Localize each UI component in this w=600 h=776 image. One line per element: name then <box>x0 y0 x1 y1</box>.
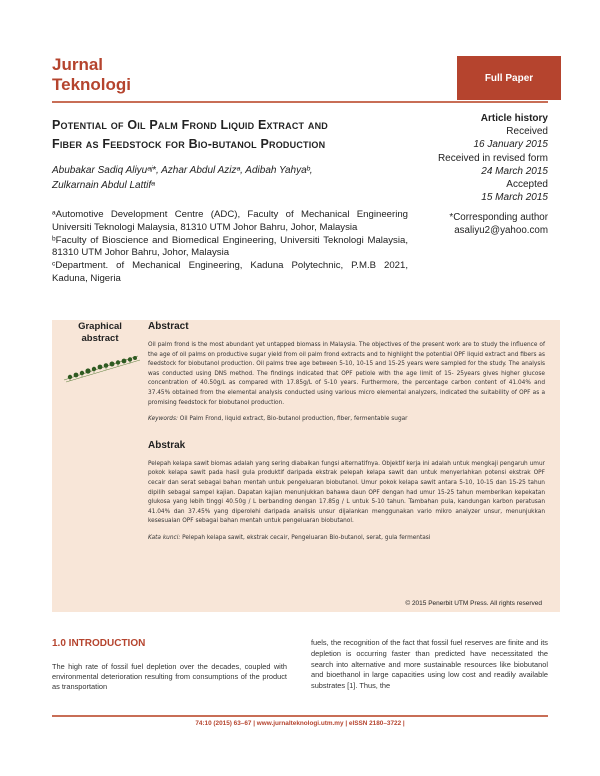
affiliation-a: ᵃAutomotive Development Centre (ADC), Faculty of Mechanical Engineering Universiti Teknologi Malaysia, 81310 UTM Johor Bahru, Johor, Malaysia <box>52 209 408 233</box>
affiliation-c: ᶜDepartment. of Mechanical Engineering, Kaduna Polytechnic, P.M.B 2021, Kaduna, Nigeria <box>52 260 408 284</box>
article-history <box>398 112 548 204</box>
affiliation-b: ᵇFaculty of Bioscience and Biomedical Engineering, Universiti Teknologi Malaysia, 81310 UTM Johor Bahru, Johor, Malaysia <box>52 234 408 259</box>
kata-kunci-list: Pelepah kelapa sawit, ekstrak cecair, Pengeluaran Bio-butanol, serat, gula fermentasi <box>182 534 431 541</box>
journal-title-line1: Jurnal <box>52 55 104 74</box>
introduction-heading: 1.0 INTRODUCTION <box>52 638 146 649</box>
revised-date: 24 March 2015 <box>481 165 548 177</box>
abstract-heading: Abstract <box>148 321 189 332</box>
abstract-column <box>148 321 545 544</box>
header-divider <box>52 101 548 103</box>
journal-title-line2: Teknologi <box>52 75 132 94</box>
introduction-left-column: The high rate of fossil fuel depletion over the decades, coupled with environmental deterioration resulting from consumptions of the product as transportation <box>52 662 287 692</box>
graphical-abstract-label <box>60 321 140 345</box>
accepted-label: Accepted <box>506 179 548 191</box>
kata-kunci-label: Kata kunci: <box>148 534 181 541</box>
paper-title-line2: Fiber as Feedstock for Bio-butanol Production <box>52 137 326 151</box>
abstrak-heading: Abstrak <box>148 439 186 451</box>
abstract-text: Oil palm frond is the most abundant yet untapped biomass in Malaysia. The objectives of the present work are to study the influence of the age of oil palms on productive sugar yield from oil palm frond extracts and to highlight the potential OPF liquid extract and fibers as feedstock for biobutanol production. Oil palms tree age between 5-10, 10-15 and 15-25 years were sampled for the study. The analysis was conducted using DNS method. The findings indicated that OPF petiole with the age limit of 15- 25years gives higher glucose concentration of 40.50g/L as compared with 17.85g/L of 5-10 years. Furthermore, the percentage carbon content of 41.04% and 37.45% obtained from the elemental analysis conducted using various micro elemental analyzers, indicated the suitability of OPF as a promising feedstock for biobutanol production. <box>148 342 545 406</box>
abstrak-keywords <box>148 534 545 544</box>
journal-title <box>52 55 232 95</box>
received-date: 16 January 2015 <box>473 139 548 151</box>
paper-title-line1: Potential of Oil Palm Frond Liquid Extract and <box>52 118 328 132</box>
corresponding-email: asaliyu2@yahoo.com <box>454 225 548 236</box>
received-label: Received <box>506 126 548 138</box>
accepted-date: 15 March 2015 <box>481 192 548 204</box>
palm-plantation-icon <box>64 356 140 382</box>
paper-type-badge: Full Paper <box>457 56 561 100</box>
keywords-label: Keywords: <box>148 416 178 423</box>
graphical-abstract-label-line1: Graphical <box>78 321 122 332</box>
abstract-keywords <box>148 415 545 425</box>
copyright-notice: © 2015 Penerbit UTM Press. All rights reserved <box>405 600 542 607</box>
page-footer: 74:10 (2015) 63–67 | www.jurnalteknologi.utm.my | eISSN 2180–3722 | <box>195 720 405 727</box>
affiliations <box>52 209 408 286</box>
article-history-heading: Article history <box>480 113 548 124</box>
corresponding-label: *Corresponding author <box>449 212 548 223</box>
paper-title <box>52 116 408 154</box>
keywords-list: Oil Palm Frond, liquid extract, Bio-butanol production, fiber, fermentable sugar <box>179 416 408 423</box>
author-line2: Zulkarnain Abdul Lattifᵃ <box>52 180 155 191</box>
revised-label: Received in revised form <box>437 152 548 164</box>
abstrak-text: Pelepah kelapa sawit biomas adalah yang sering diabaikan fungsi alternatifnya. Objektif kerja ini adalah untuk mengkaji pengaruh umur pokok kelapa sawit pada hasil gula produktif daripada ekstrak pelepah kelapa sawit dan untuk menyerlahkan potensi ekstrak OPF cecair dan serat sebagai bahan mentah untuk pengeluaran biobutanol. Umur pokok kelapa sawit antara 5-10, 10-15 dan 15-25 tahun dipilih sebagai sampel kajian. Dapatan kajian menunjukkan bahawa daun OPF dengan had umur 15-25 tahun memberikan kepekatan glukosa yang lebih tinggi 40.50g / L berbanding dengan 17.85g / L untuk 5-10 tahun. Tambahan pula, kandungan karbon peratusan 41.04% dan 37.45% yang diperolehi daripada analisis unsur dijalankan menggunakan vario mikro analyzer unsur, menunjukkan kesesuaian OPF sebagai bahan mentah untuk pengeluaran biobutanol. <box>148 460 545 525</box>
corresponding-author <box>398 211 548 237</box>
author-line1: Abubakar Sadiq Aliyuᵃʲ*, Azhar Abdul Azizᵃ, Adibah Yahyaᵇ, <box>52 165 313 176</box>
graphical-abstract-image <box>60 346 142 388</box>
footer-divider <box>52 715 548 717</box>
graphical-abstract-label-line2: abstract <box>81 333 119 344</box>
author-list <box>52 163 408 193</box>
introduction-right-column: fuels, the recognition of the fact that fossil fuel reserves are finite and its depletion is occurring faster than predicted have necessitated the search into alternative and more sustainable resources like biobutanol and bioethanol in large capacities using low cost and readily available substrates [1]. Thus, the <box>311 638 548 691</box>
